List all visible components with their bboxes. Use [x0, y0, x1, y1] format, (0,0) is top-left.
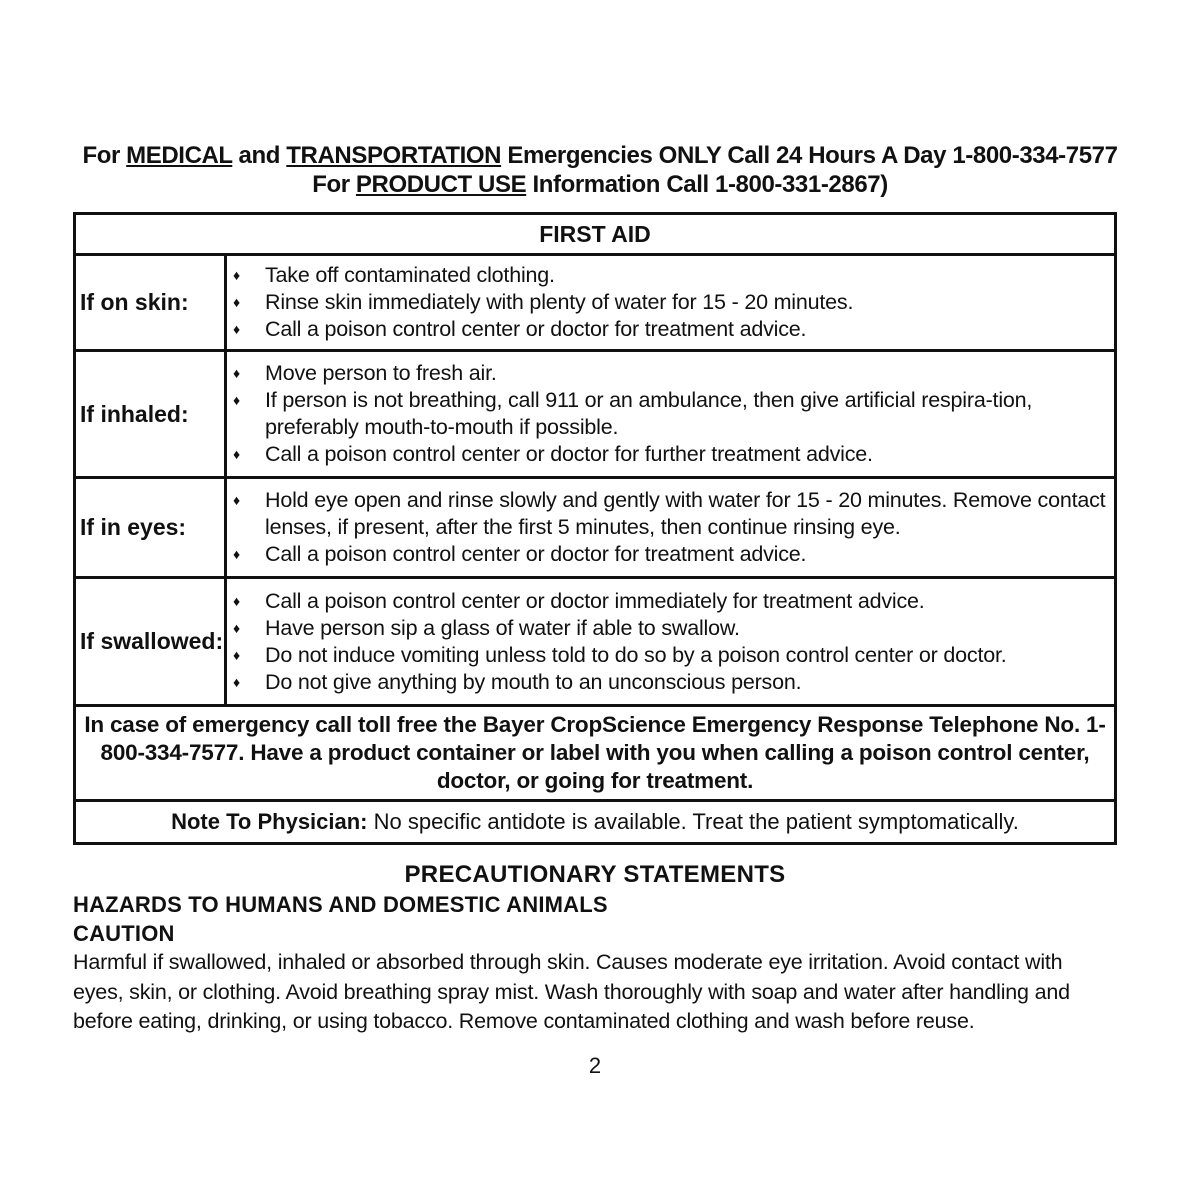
header-text: and [232, 142, 287, 169]
instruction-text: If person is not breathing, call 911 or an ambulance, then give artificial respira-tion, preferably mouth-to-mouth if possible. [265, 388, 1033, 439]
note-text: No specific antidote is available. Treat the patient symptomatically. [367, 809, 1019, 834]
row-label: If swallowed: [75, 578, 226, 706]
row-label: If inhaled: [75, 351, 226, 478]
instruction-text: Have person sip a glass of water if able to swallow. [265, 615, 740, 640]
instruction-text: Call a poison control center or doctor for treatment advice. [265, 542, 807, 566]
instruction-text: Take off contaminated clothing. [265, 263, 555, 287]
row-label: If on skin: [75, 255, 226, 351]
header-underlined-product-use: PRODUCT USE [355, 171, 527, 198]
precautionary-statements [73, 860, 1117, 1037]
instruction-text: Call a poison control center or doctor immediately for treatment advice. [265, 588, 925, 613]
list-item [231, 669, 1106, 696]
page-number: 2 [588, 1053, 602, 1078]
header-underlined-medical: MEDICAL [126, 142, 233, 169]
diamond-bullet-icon: ♦ [233, 619, 240, 636]
instruction-text: Rinse skin immediately with plenty of water for 15 - 20 minutes. [265, 290, 854, 314]
header-underlined-transportation: TRANSPORTATION [286, 142, 502, 169]
row-label: If in eyes: [75, 478, 226, 578]
hazards-paragraph: Harmful if swallowed, inhaled or absorbed through skin. Causes moderate eye irritation. Avoid contact with eyes, skin, or clothing. Avoid breathing spray mist. Wash thoroughly with soap and water after handling and before eating, drinking, or using tobacco. Remove contaminated clothing and wash before reuse. [73, 950, 1070, 1033]
note-to-physician [75, 801, 1116, 844]
first-aid-table [73, 212, 1117, 845]
diamond-bullet-icon: ♦ [233, 592, 240, 609]
instruction-text: Move person to fresh air. [265, 361, 497, 385]
header-text: Information Call 1-800-331-2867) [526, 171, 888, 198]
instruction-text: Call a poison control center or doctor for further treatment advice. [265, 442, 873, 466]
instruction-list [231, 487, 1106, 568]
diamond-bullet-icon: ♦ [233, 365, 240, 381]
header-line-1 [60, 141, 1140, 170]
instruction-text: Call a poison control center or doctor for treatment advice. [265, 317, 807, 341]
list-item [231, 541, 1106, 568]
list-item [231, 487, 1106, 541]
header-line-2 [60, 170, 1140, 199]
diamond-bullet-icon: ♦ [233, 267, 240, 283]
caution-heading: CAUTION [73, 921, 175, 946]
row-instructions [226, 578, 1116, 706]
instruction-text: Hold eye open and rinse slowly and gently with water for 15 - 20 minutes. Remove contact lenses, if present, after the first 5 minutes, then continue rinsing eye. [265, 488, 1106, 539]
header-text: Emergencies ONLY Call 24 Hours A Day 1-800-334-7577 [501, 142, 1118, 169]
row-instructions [226, 478, 1116, 578]
list-item [231, 615, 1106, 642]
list-item [231, 289, 1106, 316]
row-instructions [226, 255, 1116, 351]
first-aid-title: FIRST AID [75, 214, 1116, 255]
diamond-bullet-icon: ♦ [233, 546, 240, 562]
first-aid-row-eyes [75, 478, 1116, 578]
instruction-list [231, 262, 1106, 343]
diamond-bullet-icon: ♦ [233, 492, 240, 508]
diamond-bullet-icon: ♦ [233, 392, 240, 408]
diamond-bullet-icon: ♦ [233, 294, 240, 310]
first-aid-row-skin [75, 255, 1116, 351]
header-text: For [312, 171, 356, 198]
list-item [231, 441, 1106, 468]
diamond-bullet-icon: ♦ [233, 321, 240, 337]
emergency-response-notice: In case of emergency call toll free the Bayer CropScience Emergency Response Telephone No. 1-800-334-7577. Have a product container or label with you when calling a poison control center, doctor, or going for treatment. [75, 706, 1116, 801]
instruction-list [231, 588, 1106, 696]
first-aid-row-swallowed [75, 578, 1116, 706]
list-item [231, 387, 1106, 441]
instruction-text: Do not give anything by mouth to an unconscious person. [265, 669, 802, 694]
list-item [231, 588, 1106, 615]
list-item [231, 360, 1106, 387]
first-aid-row-inhaled [75, 351, 1116, 478]
list-item [231, 262, 1106, 289]
list-item [231, 316, 1106, 343]
instruction-text: Do not induce vomiting unless told to do so by a poison control center or doctor. [265, 642, 1007, 667]
diamond-bullet-icon: ♦ [233, 673, 240, 690]
precautionary-title: PRECAUTIONARY STATEMENTS [404, 861, 786, 888]
note-label: Note To Physician: [171, 809, 368, 834]
emergency-contact-header [60, 141, 1140, 199]
diamond-bullet-icon: ♦ [233, 446, 240, 462]
header-text: For [82, 142, 127, 169]
list-item [231, 642, 1106, 669]
hazards-heading: HAZARDS TO HUMANS AND DOMESTIC ANIMALS [73, 892, 608, 917]
row-instructions [226, 351, 1116, 478]
diamond-bullet-icon: ♦ [233, 646, 240, 663]
instruction-list [231, 360, 1106, 468]
